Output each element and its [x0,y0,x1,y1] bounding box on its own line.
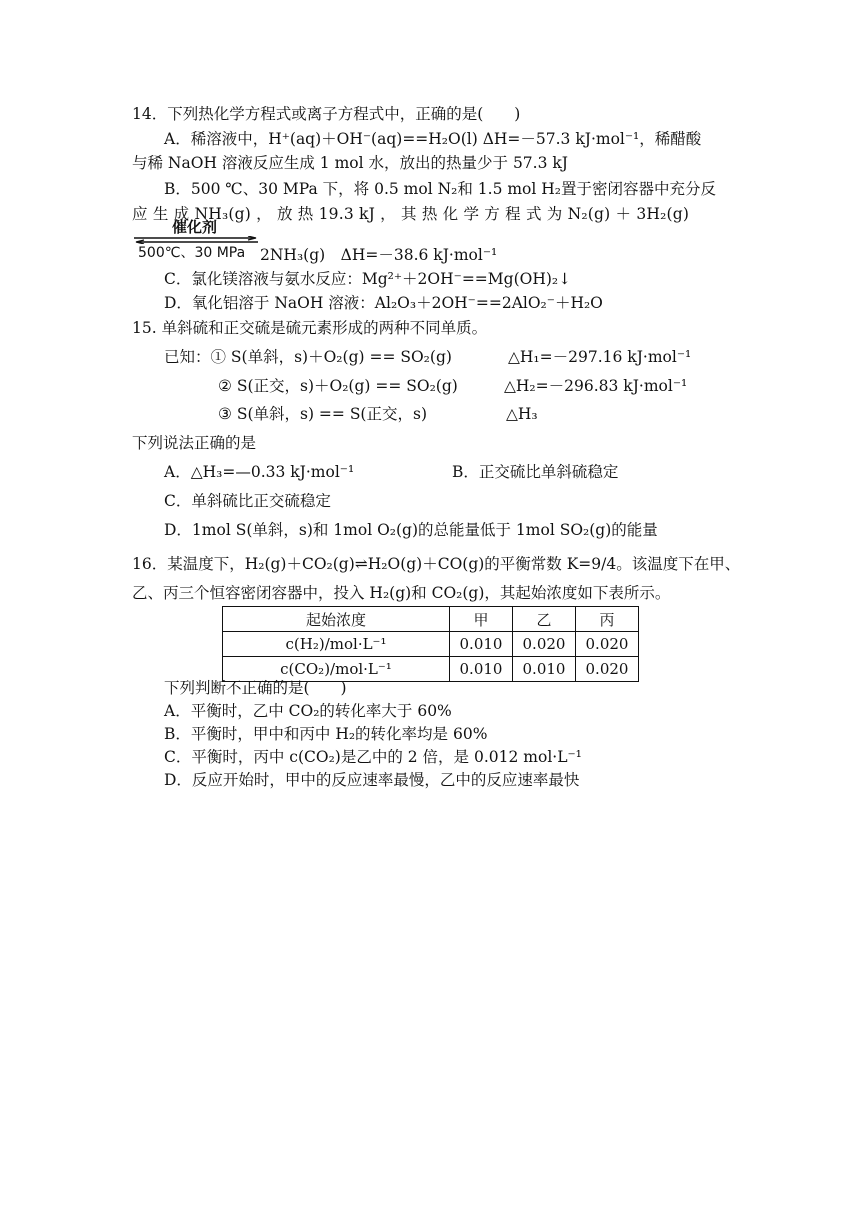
q16-stem-line2: 乙、丙三个恒容密闭容器中，投入 H₂(g)和 CO₂(g)，其起始浓度如下表所示。 [132,584,671,602]
table-cell: 0.020 [576,632,639,657]
q15-option-b: B．正交硫比单斜硫稳定 [452,463,619,481]
table-header-cell: 起始浓度 [223,607,450,632]
q16-option-b: B．平衡时，甲中和丙中 H₂的转化率均是 60% [164,725,488,743]
q15-prompt: 下列说法正确的是 [132,434,257,452]
q14-option-b-line2: 应 生 成 NH₃(g) ， 放 热 19.3 kJ ， 其 热 化 学 方 程 式 为 N₂(g) ＋ 3H₂(g) [132,205,690,223]
q16-option-c: C．平衡时，丙中 c(CO₂)是乙中的 2 倍，是 0.012 mol·L⁻¹ [164,748,582,766]
table-cell: 0.020 [576,657,639,682]
table-header-cell: 甲 [450,607,513,632]
q14-option-a-line2: 与稀 NaOH 溶液反应生成 1 mol 水，放出的热量少于 57.3 kJ [132,154,568,172]
q16-option-d: D．反应开始时，甲中的反应速率最慢，乙中的反应速率最快 [164,771,580,789]
reaction-condition-arrow [132,218,262,260]
table-cell: 0.010 [513,657,576,682]
table-cell: 0.010 [450,632,513,657]
q14-option-a-line1: A．稀溶液中，H⁺(aq)＋OH⁻(aq)==H₂O(l) ΔH=－57.3 kJ·mol⁻¹，稀醋酸 [164,130,702,148]
table-header-cell: 丙 [576,607,639,632]
q14-option-c: C．氯化镁溶液与氨水反应：Mg²⁺＋2OH⁻==Mg(OH)₂↓ [164,270,572,288]
q14-option-b-line1: B．500 ℃、30 MPa 下，将 0.5 mol N₂和 1.5 mol H₂置于密闭容器中充分反 [164,180,717,198]
q15-stem: 15. 单斜硫和正交硫是硫元素形成的两种不同单质。 [132,319,488,337]
q15-known-eq1: 已知：① S(单斜，s)＋O₂(g) == SO₂(g) [164,348,452,366]
q15-eq3: ③ S(单斜，s) == S(正交，s) [218,405,427,423]
table-cell: c(H₂)/mol·L⁻¹ [223,632,450,657]
q14-option-b-line3: 2NH₃(g) ΔH=－38.6 kJ·mol⁻¹ [260,246,498,264]
q15-option-c: C．单斜硫比正交硫稳定 [164,492,331,510]
table-row [223,632,639,657]
catalyst-label: 催化剂 [172,218,218,236]
q15-dh3: △H₃ [506,405,538,423]
table-cell: 0.020 [513,632,576,657]
table-header-row [223,607,639,632]
q16-prompt: 下列判断不正确的是( ) [164,679,347,697]
table-cell: c(CO₂)/mol·L⁻¹ [223,657,450,682]
q16-option-a: A．平衡时，乙中 CO₂的转化率大于 60% [164,702,452,720]
q14-option-d: D．氧化铝溶于 NaOH 溶液：Al₂O₃＋2OH⁻==2AlO₂⁻＋H₂O [164,294,603,312]
table-cell: 0.010 [450,657,513,682]
condition-label: 500℃、30 MPa [138,245,246,261]
q14-stem: 14．下列热化学方程式或离子方程式中，正确的是( ) [132,105,521,123]
q15-dh1: △H₁=－297.16 kJ·mol⁻¹ [508,348,692,366]
q15-eq2: ② S(正交，s)＋O₂(g) == SO₂(g) [218,377,458,395]
q15-dh2: △H₂=－296.83 kJ·mol⁻¹ [504,377,688,395]
q15-option-d: D．1mol S(单斜，s)和 1mol O₂(g)的总能量低于 1mol SO₂(g)的能量 [164,521,658,539]
initial-concentration-table [222,606,639,682]
q16-stem-line1: 16．某温度下，H₂(g)＋CO₂(g)⇌H₂O(g)＋CO(g)的平衡常数 K=9/4。该温度下在甲、 [132,555,741,573]
table-header-cell: 乙 [513,607,576,632]
q15-option-a: A．△H₃=—0.33 kJ·mol⁻¹ [164,463,355,481]
